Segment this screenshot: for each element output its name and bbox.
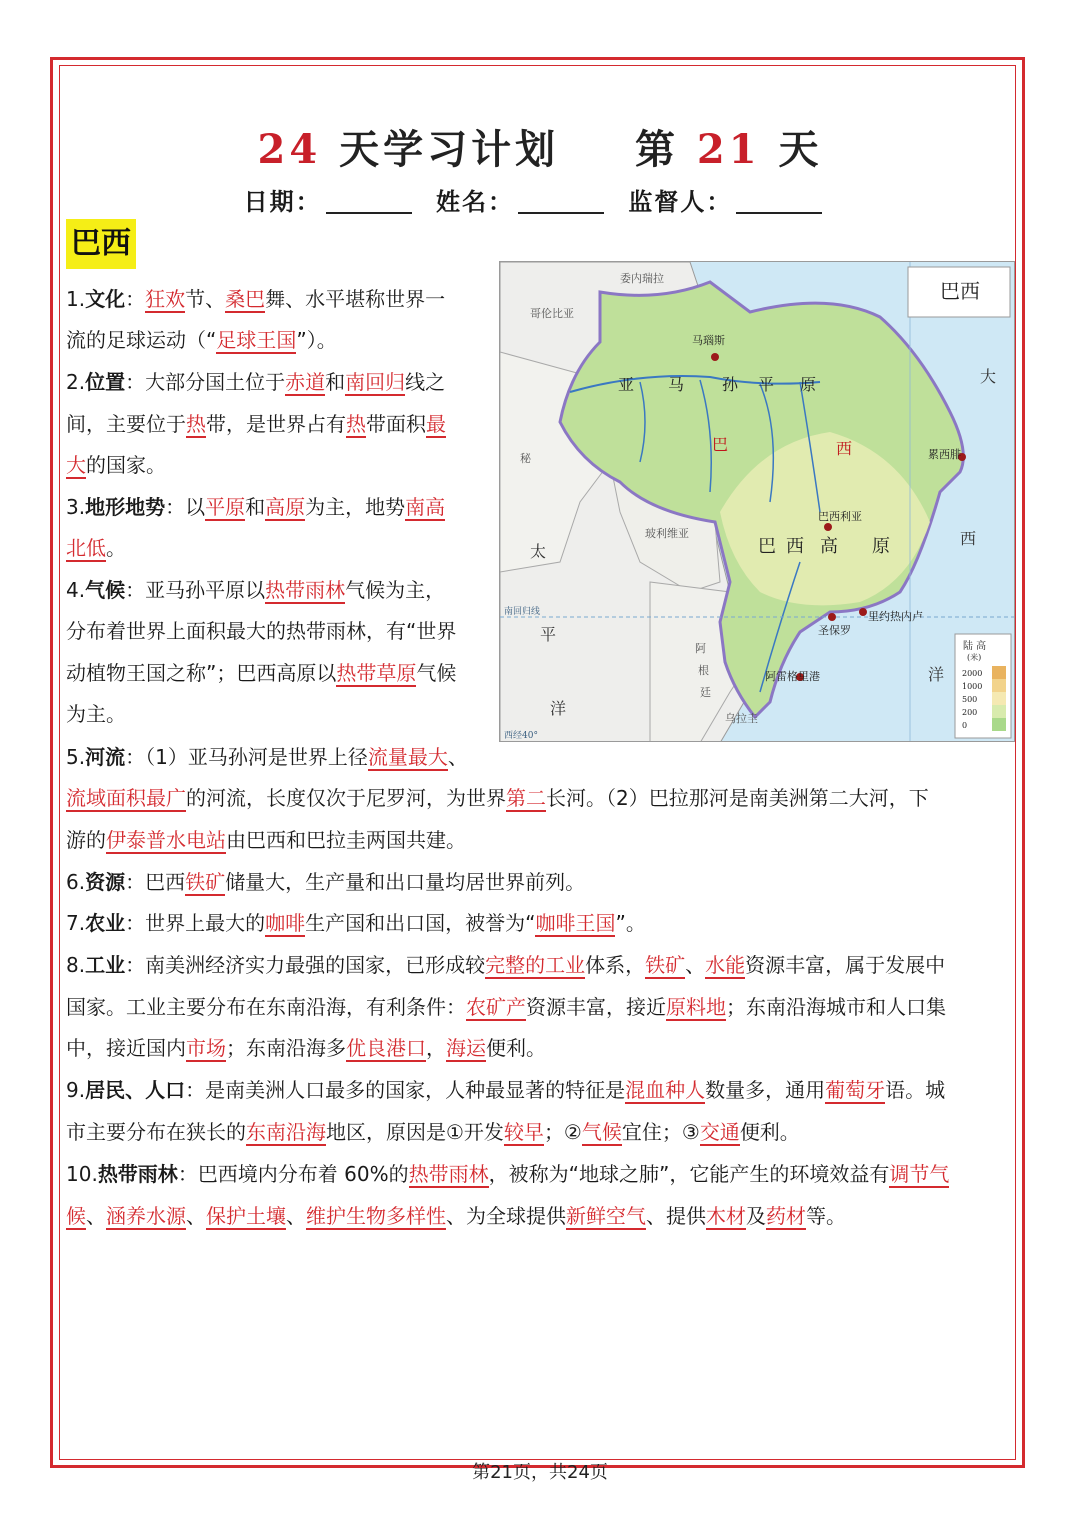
item-line-continued (66, 987, 1016, 1029)
map-city-portoalegre: 阿雷格里港 (765, 670, 820, 683)
item-line-continued (66, 1112, 1016, 1154)
text-run: 语。城 (885, 1078, 946, 1102)
answer-blank: 南回归 (345, 370, 406, 394)
text-run: ， (426, 1036, 446, 1060)
item-number: 6. (66, 870, 86, 894)
answer-blank: 高原 (265, 495, 306, 519)
text-run: 由巴西和巴拉圭两国共建。 (226, 828, 466, 852)
text-run: 动植物王国之称”；巴西高原以 (66, 661, 337, 685)
item-number: 1. (66, 287, 86, 311)
item-key: 位置 (85, 370, 126, 394)
answer-blank: 涵养水源 (106, 1204, 186, 1228)
map-plateau-1: 巴 (758, 536, 776, 557)
item-key: 河流 (85, 745, 126, 769)
item-key: 地形地势 (85, 495, 166, 519)
item-number: 7. (66, 911, 86, 935)
item-key: 工业 (85, 953, 126, 977)
map-neighbor-arg-3: 廷 (700, 686, 711, 699)
text-run: 资源丰富，接近 (526, 995, 666, 1019)
text-run: ；② (543, 1120, 582, 1144)
text-run: 的河流，长度仅次于尼罗河，为世界 (186, 786, 506, 810)
text-run: ：大部分国土位于 (125, 370, 286, 394)
answer-blank: 流域面积最广 (66, 786, 186, 810)
map-plateau-2: 西 (786, 536, 804, 557)
map-region-4: 平 (758, 375, 775, 394)
answer-blank: 平原 (205, 495, 246, 519)
text-run: 和 (245, 495, 266, 519)
name-blank[interactable] (518, 190, 604, 214)
item-key: 热带雨林 (97, 1162, 178, 1186)
answer-blank: 南高 (405, 495, 446, 519)
item-line-continued (66, 694, 486, 736)
legend-swatch (992, 679, 1006, 692)
answer-blank: 海运 (446, 1036, 486, 1060)
answer-blank: 铁矿 (645, 953, 686, 977)
legend-value: 2000 (962, 669, 983, 678)
map-region-3: 孙 (722, 375, 739, 394)
answer-blank: 咖啡王国 (535, 911, 616, 935)
answer-blank: 咖啡 (265, 911, 306, 935)
map-ocean-atl-2: 西 (960, 529, 977, 548)
map-neighbor-venezuela: 委内瑞拉 (620, 272, 664, 285)
answer-blank: 完整的工业 (485, 953, 586, 977)
text-run: ：巴西境内分布着 60%的 (177, 1162, 409, 1186)
item-key: 气候 (85, 578, 126, 602)
info-line (0, 182, 1080, 217)
map-neighbor-arg-2: 根 (698, 664, 709, 677)
text-run: 地区，原因是①开发 (326, 1120, 504, 1144)
item-number: 2. (66, 370, 86, 394)
text-run: 、 (685, 953, 706, 977)
answer-blank: 第二 (506, 786, 546, 810)
answer-blank: 药材 (766, 1204, 806, 1228)
text-run: ；东南沿海多 (226, 1036, 346, 1060)
map-ocean-pac-3: 洋 (550, 699, 567, 718)
map-legend (955, 634, 1011, 738)
item-line-continued (66, 820, 1016, 862)
answer-blank: 铁矿 (185, 870, 226, 894)
text-run: 为主，地势 (305, 495, 406, 519)
text-run: 带面积 (366, 412, 426, 436)
map-region-1: 亚 (618, 375, 635, 394)
text-run: 便利。 (486, 1036, 546, 1060)
item-line-continued (66, 611, 486, 653)
item-key: 资源 (85, 870, 126, 894)
answer-blank: 新鲜空气 (566, 1204, 646, 1228)
text-run: 舞、水平堪称世界一 (265, 287, 446, 311)
title-day-unit: 天 (778, 126, 823, 173)
legend-swatch (992, 705, 1006, 718)
text-run: 带，是世界占有 (206, 412, 346, 436)
text-run: 、为全球提供 (446, 1204, 566, 1228)
answer-blank: 狂欢 (145, 287, 186, 311)
legend-swatch (992, 666, 1006, 679)
item-line (66, 945, 1016, 987)
item-number: 9. (66, 1078, 86, 1102)
brazil-map (499, 261, 1015, 742)
section-label: 巴西 (66, 219, 136, 269)
item-line (66, 487, 486, 529)
map-meridian-label: 西经40° (504, 731, 538, 741)
date-blank[interactable] (326, 190, 412, 214)
text-run: 、 (286, 1204, 306, 1228)
legend-value: 0 (962, 721, 968, 730)
text-run: 资源丰富，属于发展中 (745, 953, 946, 977)
text-run: ： (125, 287, 146, 311)
page-footer: 第21页，共24页 (472, 1462, 608, 1483)
answer-blank: 东南沿海 (246, 1120, 326, 1144)
map-city-manaus: 马瑙斯 (692, 334, 725, 347)
map-neighbor-bolivia: 玻利维亚 (645, 527, 689, 540)
text-run: 节、 (185, 287, 226, 311)
answer-blank: 原料地 (666, 995, 726, 1019)
text-run: 及 (746, 1204, 766, 1228)
text-run: 中，接近国内 (66, 1036, 186, 1060)
text-run: 、 (186, 1204, 206, 1228)
text-run: 便利。 (739, 1120, 800, 1144)
item-line (66, 1154, 1016, 1196)
answer-blank: 足球王国 (216, 328, 297, 352)
answer-blank: 热 (346, 412, 366, 436)
item-number: 10. (66, 1162, 98, 1186)
text-run: 体系， (585, 953, 646, 977)
text-run: 线之 (405, 370, 446, 394)
item-number: 4. (66, 578, 86, 602)
answer-blank: 保护土壤 (206, 1204, 286, 1228)
legend-unit: (米) (967, 653, 982, 662)
answer-blank: 农矿产 (466, 995, 526, 1019)
map-neighbor-peru: 秘 (520, 452, 531, 465)
item-line (66, 570, 486, 612)
map-tropic-label: 南回归线 (504, 607, 541, 617)
item-number: 8. (66, 953, 86, 977)
item-line-continued (66, 445, 486, 487)
answer-blank: 伊泰普水电站 (106, 828, 226, 852)
item-number: 3. (66, 495, 86, 519)
item-line-continued (66, 1196, 1016, 1238)
item-line (66, 903, 1016, 945)
text-run: ”）。 (296, 328, 337, 352)
legend-value: 1000 (962, 682, 983, 691)
date-label: 日期： (243, 188, 322, 216)
item-line (66, 279, 486, 321)
item-line (66, 862, 1016, 904)
text-run: ：以 (165, 495, 206, 519)
answer-blank: 北低 (66, 536, 106, 560)
answer-blank: 优良港口 (346, 1036, 426, 1060)
text-run: 流的足球运动（“ (66, 328, 217, 352)
answer-blank: 流量最大 (367, 745, 448, 769)
answer-blank: 混血种人 (625, 1078, 706, 1102)
answer-blank: 热带雨林 (408, 1162, 489, 1186)
item-line (66, 1070, 1016, 1112)
legend-swatch (992, 718, 1006, 731)
text-run: 数量多，通用 (705, 1078, 826, 1102)
text-run: ：南美洲经济实力最强的国家，已形成较 (125, 953, 486, 977)
answer-blank: 桑巴 (225, 287, 266, 311)
answer-blank: 赤道 (285, 370, 326, 394)
text-run: 等。 (806, 1204, 846, 1228)
map-title: 巴西 (940, 279, 980, 303)
map-ocean-pac-1: 太 (530, 542, 547, 561)
map-ocean-atl-1: 大 (980, 367, 997, 386)
map-city-saopaulo: 圣保罗 (818, 624, 851, 637)
text-run: ：是南美洲人口最多的国家，人种最显著的特征是 (185, 1078, 626, 1102)
text-run: 长河。（2）巴拉那河是南美洲第二大河，下 (546, 786, 929, 810)
supervisor-blank[interactable] (736, 190, 822, 214)
text-run: 气候为主， (345, 578, 446, 602)
map-plateau-4: 原 (872, 536, 890, 557)
text-run: 生产国和出口国，被誉为“ (305, 911, 536, 935)
title-day-word: 第 (634, 126, 679, 173)
answer-blank: 候 (66, 1204, 86, 1228)
map-neighbor-arg-1: 阿 (695, 642, 706, 655)
title-plan-text: 天学习计划 (339, 126, 560, 173)
answer-blank: 交通 (699, 1120, 740, 1144)
text-run: 、 (86, 1204, 106, 1228)
map-ocean-atl-3: 洋 (928, 665, 945, 684)
text-run: ：世界上最大的 (125, 911, 266, 935)
title-plan-days: 24 (257, 126, 322, 173)
item-number: 5. (66, 745, 86, 769)
map-ocean-pac-2: 平 (540, 625, 557, 644)
map-plateau-3: 高 (820, 536, 838, 557)
legend-swatch (992, 692, 1006, 705)
map-neighbor-uruguay: 乌拉圭 (725, 712, 758, 725)
map-neighbor-colombia: 哥伦比亚 (530, 307, 574, 320)
answer-blank: 水能 (705, 953, 746, 977)
text-run: 为主。 (66, 702, 126, 726)
item-line-continued (66, 320, 486, 362)
legend-value: 200 (962, 708, 978, 717)
map-city-brasilia: 巴西利亚 (818, 510, 862, 523)
text-run: 宜住；③ (621, 1120, 700, 1144)
text-run: ；东南沿海城市和人口集 (726, 995, 946, 1019)
answer-blank: 大 (66, 453, 86, 477)
answer-blank: 葡萄牙 (825, 1078, 886, 1102)
text-run: 的国家。 (86, 453, 166, 477)
text-run: 气候 (416, 661, 457, 685)
text-run: 、 (447, 745, 468, 769)
answer-blank: 最 (426, 412, 446, 436)
map-region-6: 巴 (712, 435, 729, 454)
answer-blank: 热带雨林 (265, 578, 346, 602)
item-line (66, 737, 1016, 779)
map-city-rio: 里约热内卢 (868, 610, 923, 623)
legend-title: 陆 高 (963, 641, 987, 652)
text-run: ：巴西 (125, 870, 186, 894)
answer-blank: 市场 (186, 1036, 226, 1060)
text-run: ：亚马孙平原以 (125, 578, 266, 602)
map-region-2: 马 (668, 375, 685, 394)
legend-value: 500 (962, 695, 978, 704)
item-line (66, 362, 486, 404)
item-line-continued (66, 404, 486, 446)
item-key: 文化 (85, 287, 126, 311)
item-key: 农业 (85, 911, 126, 935)
text-run: 市主要分布在狭长的 (66, 1120, 246, 1144)
answer-blank: 气候 (581, 1120, 622, 1144)
title-day-number: 21 (696, 126, 761, 173)
text-run: 国家。工业主要分布在东南沿海，有利条件： (66, 995, 466, 1019)
item-line-continued (66, 528, 486, 570)
item-line-continued (66, 653, 486, 695)
answer-blank: 较早 (503, 1120, 544, 1144)
answer-blank: 热 (186, 412, 206, 436)
item-line-continued (66, 1028, 1016, 1070)
answer-blank: 调节气 (889, 1162, 950, 1186)
answer-blank: 热带草原 (336, 661, 417, 685)
text-run: ”。 (615, 911, 646, 935)
text-run: 分布着世界上面积最大的热带雨林，有“世界 (66, 619, 457, 643)
map-svg (500, 262, 1015, 742)
page-title (0, 118, 1080, 175)
text-run: 和 (325, 370, 346, 394)
text-run: 间，主要位于 (66, 412, 186, 436)
answer-blank: 木材 (706, 1204, 746, 1228)
answer-blank: 维护生物多样性 (306, 1204, 446, 1228)
map-region-5: 原 (800, 375, 817, 394)
item-key: 居民、人口 (85, 1078, 186, 1102)
text-run: ：（1）亚马孙河是世界上径 (125, 745, 368, 769)
item-line-continued (66, 778, 1016, 820)
text-run: 游的 (66, 828, 106, 852)
text-run: 储量大，生产量和出口量均居世界前列。 (225, 870, 586, 894)
supervisor-label: 监督人： (628, 188, 733, 216)
name-label: 姓名： (436, 188, 514, 216)
text-run: ，被称为“地球之肺”，它能产生的环境效益有 (488, 1162, 890, 1186)
text-run: 。 (106, 536, 126, 560)
map-region-7: 西 (836, 439, 853, 458)
map-city-recife: 累西腓 (928, 448, 961, 461)
text-run: 、提供 (646, 1204, 706, 1228)
